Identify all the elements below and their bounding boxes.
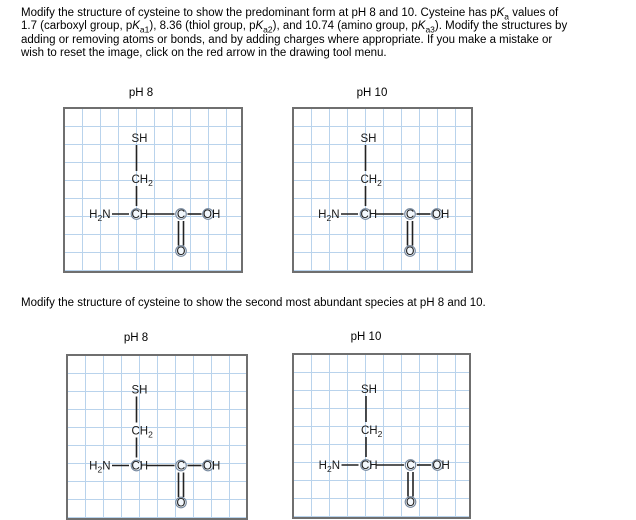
atom-amino-group[interactable]: H2N <box>89 460 111 475</box>
drawing-canvas-ph10-second[interactable] <box>292 353 471 519</box>
cysteine-structure[interactable] <box>65 109 241 271</box>
cysteine-structure[interactable] <box>294 355 469 517</box>
drawing-canvas-ph10-predominant[interactable] <box>292 107 473 273</box>
atom-amino-group[interactable]: H2N <box>318 209 340 223</box>
atom-carboxyl-carbon[interactable]: C <box>405 209 415 221</box>
drawing-canvas-ph8-predominant[interactable] <box>63 107 243 273</box>
atom-hydroxyl-group[interactable]: OH <box>432 209 450 221</box>
atom-methylene-group[interactable]: CH2 <box>361 425 383 439</box>
atom-thiol-group[interactable]: SH <box>131 133 148 145</box>
atom-carboxyl-carbon[interactable]: C <box>176 460 186 473</box>
atom-hydroxyl-group[interactable]: OH <box>432 460 450 472</box>
atom-methylene-group[interactable]: CH2 <box>131 174 153 188</box>
atom-carbonyl-oxygen[interactable]: O <box>405 246 415 258</box>
statement-line: Modify the structure of cysteine to show the predominant form at pH 8 and 10. Cysteine has $pK_a$ values of <box>21 7 559 22</box>
atom-alpha-carbon[interactable]: CH <box>361 460 378 472</box>
atom-hydroxyl-group[interactable]: OH <box>203 209 221 221</box>
drawing-canvas-ph8-second[interactable] <box>66 354 248 520</box>
problem-statement-predominant <box>21 7 567 61</box>
statement-line: 1.7 (carboxyl group, $pK_{a1}$), 8.36 (thiol group, $pK_{a2}$), and 10.74 (amino group, $pK_{a3}$). Modify the structures by <box>21 20 568 35</box>
atom-hydroxyl-group[interactable]: OH <box>203 460 221 473</box>
atom-carboxyl-carbon[interactable]: C <box>406 460 415 472</box>
atom-alpha-carbon[interactable]: CH <box>131 209 149 221</box>
atom-carbonyl-oxygen[interactable]: O <box>176 497 186 510</box>
atom-thiol-group[interactable]: SH <box>131 384 148 397</box>
atom-amino-group[interactable]: H2N <box>318 460 340 474</box>
atom-carboxyl-carbon[interactable]: C <box>176 209 186 221</box>
atom-thiol-group[interactable]: SH <box>361 384 377 396</box>
atom-methylene-group[interactable]: CH2 <box>131 425 153 440</box>
atom-amino-group[interactable]: H2N <box>89 209 111 223</box>
ph8-label-top: pH 8 <box>128 87 154 99</box>
ph10-label-top: pH 10 <box>356 87 388 99</box>
atom-alpha-carbon[interactable]: CH <box>360 209 378 221</box>
atom-carbonyl-oxygen[interactable]: O <box>406 497 415 509</box>
problem-statement-second-most-abundant <box>21 297 486 310</box>
cysteine-structure[interactable] <box>68 356 246 518</box>
atom-alpha-carbon[interactable]: CH <box>131 460 149 473</box>
cysteine-structure[interactable] <box>294 109 471 271</box>
atom-thiol-group[interactable]: SH <box>360 133 377 145</box>
statement-line: adding or removing atoms or bonds, and by adding charges where appropriate. If you make a mistake or <box>21 33 553 46</box>
statement-line: wish to reset the image, click on the red arrow in the drawing tool menu. <box>21 47 387 60</box>
ph10-label-bottom: pH 10 <box>350 331 382 343</box>
atom-methylene-group[interactable]: CH2 <box>360 174 382 188</box>
statement-line: Modify the structure of cysteine to show the second most abundant species at pH 8 and 10. <box>21 297 486 309</box>
atom-carbonyl-oxygen[interactable]: O <box>176 246 186 258</box>
ph8-label-bottom: pH 8 <box>123 332 149 344</box>
